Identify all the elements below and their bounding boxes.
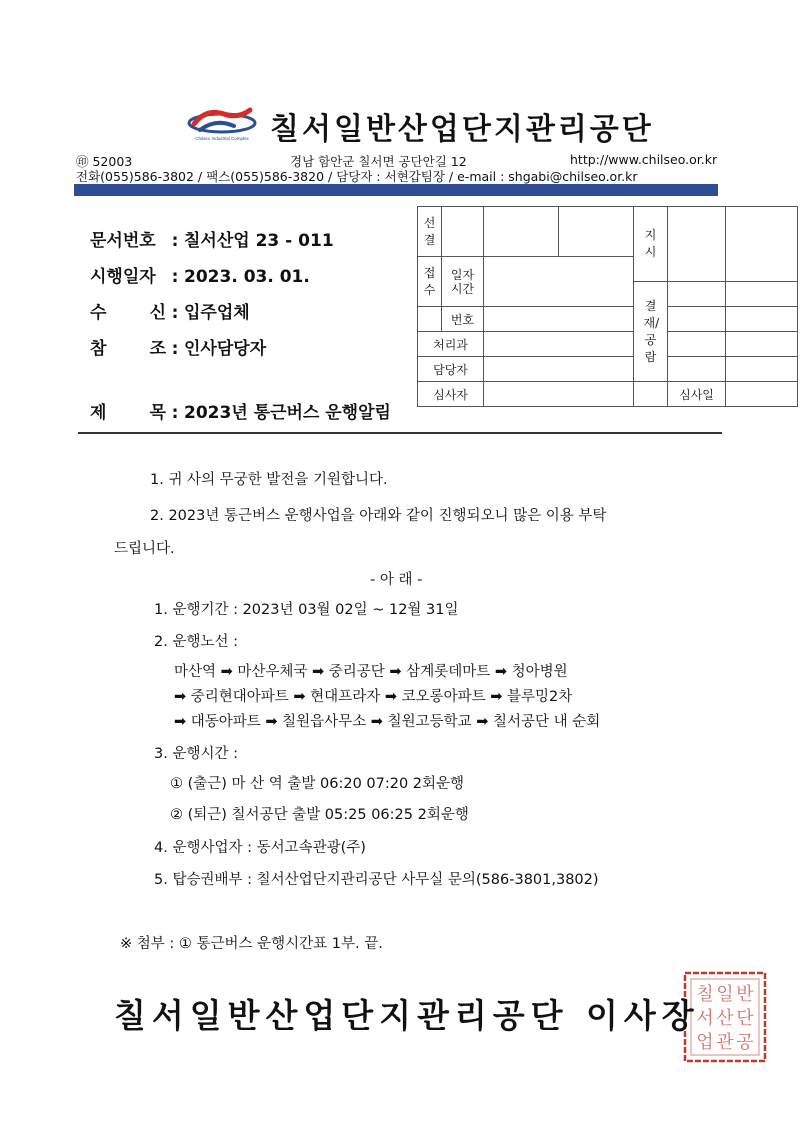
signer-name: 칠서일반산업단지관리공단 이사장 <box>114 996 700 1035</box>
svg-text:산: 산 <box>716 1008 734 1029</box>
item-operation-period: 1. 운행기간 : 2023년 03월 02일 ~ 12월 31일 <box>154 602 459 618</box>
website-link[interactable]: http://www.chilseo.or.kr <box>570 152 718 167</box>
paragraph-2-cont: 드립니다. <box>114 541 175 557</box>
cell-il-ja-si-gan: 일자시간 <box>442 257 484 307</box>
recipient-label: 수 신 <box>90 303 166 323</box>
cell-dam-dang-ja: 담당자 <box>418 357 484 382</box>
svg-text:반: 반 <box>736 984 754 1005</box>
reference-row: 참 조 : 인사담당자 <box>90 334 266 359</box>
item-schedule: 3. 운행시간 : <box>154 746 238 762</box>
address: 경남 함안군 칠서면 공단안길 12 <box>290 154 467 169</box>
header-divider-bar <box>74 184 718 196</box>
subject-value: 2023년 통근버스 운행알림 <box>184 403 391 423</box>
cell-sim-sa-il: 심사일 <box>668 382 726 407</box>
cell-gyeol-jae: 결재/공람 <box>634 282 668 382</box>
item-operator: 4. 운행사업자 : 동서고속관광(주) <box>154 840 366 856</box>
paragraph-1: 1. 귀 사의 무궁한 발전을 기원합니다. <box>150 472 388 488</box>
cell-sim-sa-ja: 심사자 <box>418 382 484 407</box>
subject-divider <box>78 432 722 434</box>
subject-label: 제 목 <box>90 403 166 423</box>
cell-beon-ho: 번호 <box>442 307 484 332</box>
recipient-value: 입주업체 <box>184 303 250 323</box>
cell-cheo-ri-gwa: 처리과 <box>418 332 484 357</box>
cell-seon-gyeol: 선결 <box>418 207 442 257</box>
svg-text:단: 단 <box>736 1008 754 1029</box>
schedule-morning: ① (출근) 마 산 역 출발 06:20 07:20 2회운행 <box>170 776 465 792</box>
approval-table <box>417 206 798 407</box>
doc-number-row: 문서번호 : 칠서산업 23 - 011 <box>90 226 334 251</box>
item-route: 2. 운행노선 : <box>154 634 238 650</box>
postal-code: ㊞ 52003 <box>76 154 133 169</box>
paragraph-2: 2. 2023년 통근버스 운행사업을 아래와 같이 진행되오니 많은 이용 부탁 <box>150 508 607 524</box>
route-line-3: ➡ 대동아파트 ➡ 칠원읍사무소 ➡ 칠원고등학교 ➡ 칠서공단 내 순회 <box>174 714 601 730</box>
schedule-evening: ② (퇴근) 칠서공단 출발 05:25 06:25 2회운행 <box>170 807 469 823</box>
route-line-2: ➡ 중리현대아파트 ➡ 현대프라자 ➡ 코오롱아파트 ➡ 블루밍2차 <box>174 689 573 705</box>
svg-text:업: 업 <box>696 1032 714 1053</box>
reference-label: 참 조 <box>90 339 166 359</box>
doc-number-value: 칠서산업 23 - 011 <box>184 231 334 251</box>
date-label: 시행일자 <box>90 267 156 287</box>
contact-line: 전화(055)586-3802 / 팩스(055)586-3820 / 담당자 : 서현갑팀장 / e-mail : shgabi@chilseo.or.kr <box>76 169 638 184</box>
date-value: 2023. 03. 01. <box>184 267 310 287</box>
svg-text:일: 일 <box>716 984 734 1005</box>
notice-heading: - 아 래 - <box>370 572 423 588</box>
doc-number-label: 문서번호 <box>90 231 156 251</box>
cell-jeop-su: 접수 <box>418 257 442 307</box>
svg-text:서: 서 <box>696 1008 714 1029</box>
subject-row: 제 목 : 2023년 통근버스 운행알림 <box>90 398 391 423</box>
org-title: 칠서일반산업단지관리공단 <box>270 112 654 147</box>
recipient-row: 수 신 : 입주업체 <box>90 298 250 323</box>
svg-text:공: 공 <box>736 1032 754 1053</box>
svg-text:관: 관 <box>716 1032 734 1053</box>
item-ticket-distribution: 5. 탑승권배부 : 칠서산업단지관리공단 사무실 문의(586-3801,3802) <box>154 872 599 888</box>
reference-value: 인사담당자 <box>184 339 267 359</box>
attachment-note: ※ 첨부 : ① 통근버스 운행시간표 1부. 끝. <box>120 936 383 952</box>
date-row: 시행일자 : 2023. 03. 01. <box>90 262 310 287</box>
route-line-1: 마산역 ➡ 마산우체국 ➡ 중리공단 ➡ 삼계롯데마트 ➡ 청아병원 <box>174 664 568 680</box>
org-logo <box>186 104 258 142</box>
svg-text:칠: 칠 <box>696 984 714 1005</box>
cell-ji-si: 지시 <box>634 207 668 282</box>
logo-caption: Chilseo Industrial Complex <box>195 136 249 141</box>
